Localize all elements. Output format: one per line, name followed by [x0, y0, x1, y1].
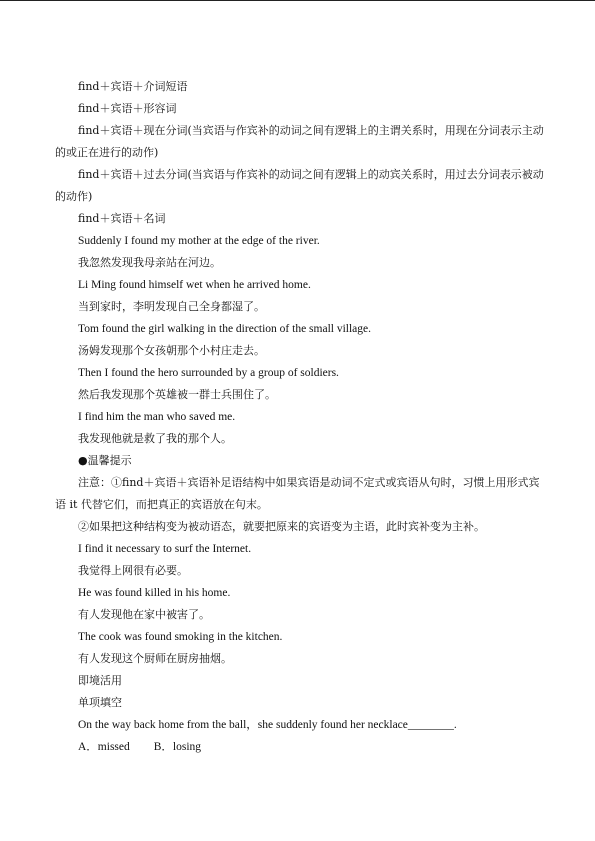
example-chinese-7: 有人发现他在家中被害了。 [78, 608, 210, 621]
pattern-prep-phrase: find＋宾语＋介词短语 [78, 80, 188, 93]
example-english-8: The cook was found smoking in the kitchen. [78, 631, 283, 643]
example-english-5: I find him the man who saved me. [78, 411, 236, 423]
example-chinese-6: 我觉得上网很有必要。 [78, 564, 188, 577]
pattern-past-participle: find＋宾语＋过去分词(当宾语与作宾补的动词之间有逻辑上的动宾关系时，用过去分词表示被动的动作) [55, 168, 544, 203]
answer-options [55, 736, 545, 758]
example-chinese-4: 然后我发现那个英雄被一群士兵围住了。 [78, 388, 276, 401]
note-2: ②如果把这种结构变为被动语态，就要把原来的宾语变为主语，此时宾补变为主补。 [78, 520, 485, 533]
example-english-6: I find it necessary to surf the Internet. [78, 543, 252, 555]
example-english-4: Then I found the hero surrounded by a group of soldiers. [78, 367, 339, 379]
example-chinese-8: 有人发现这个厨师在厨房抽烟。 [78, 652, 232, 665]
question-text: On the way back home from the ball，she suddenly found her necklace________. [78, 719, 457, 731]
example-chinese-5: 我发现他就是救了我的那个人。 [78, 432, 232, 445]
pattern-noun: find＋宾语＋名词 [78, 212, 166, 225]
example-chinese-2: 当到家时，李明发现自己全身都湿了。 [78, 300, 265, 313]
top-border-line [0, 0, 595, 1]
note-1: 注意：①⁠find＋宾语＋宾语补足语⁠结构中如果宾语是动词不定式或宾语从句时，习惯上用形式宾语 it 代替它们，而把真正的宾语放在句末。 [55, 476, 540, 511]
example-english-2: Li Ming found himself wet when he arrived home. [78, 279, 311, 291]
pattern-present-participle: find＋宾语＋现在分词(当宾语与作宾补的动词之间有逻辑上的主谓关系时，用现在分词表示主动的或正在进行的动作) [55, 124, 544, 159]
option-b[interactable]: B．losing [153, 741, 202, 753]
example-english-1: Suddenly I found my mother at the edge of the river. [78, 235, 320, 247]
single-choice-heading: 单项填空 [78, 696, 122, 709]
tip-heading: ●温馨提示 [78, 454, 132, 467]
option-a[interactable]: A．missed [78, 741, 130, 753]
example-english-3: Tom found the girl walking in the direction of the small village. [78, 323, 372, 335]
example-english-7: He was found killed in his home. [78, 587, 231, 599]
example-chinese-1: 我忽然发现我母亲站在河边。 [78, 256, 221, 269]
practice-heading: 即境活用 [78, 674, 122, 687]
document-body [55, 76, 545, 758]
pattern-adjective: find＋宾语＋形容词 [78, 102, 177, 115]
example-chinese-3: 汤姆发现那个女孩朝那个小村庄走去。 [78, 344, 265, 357]
